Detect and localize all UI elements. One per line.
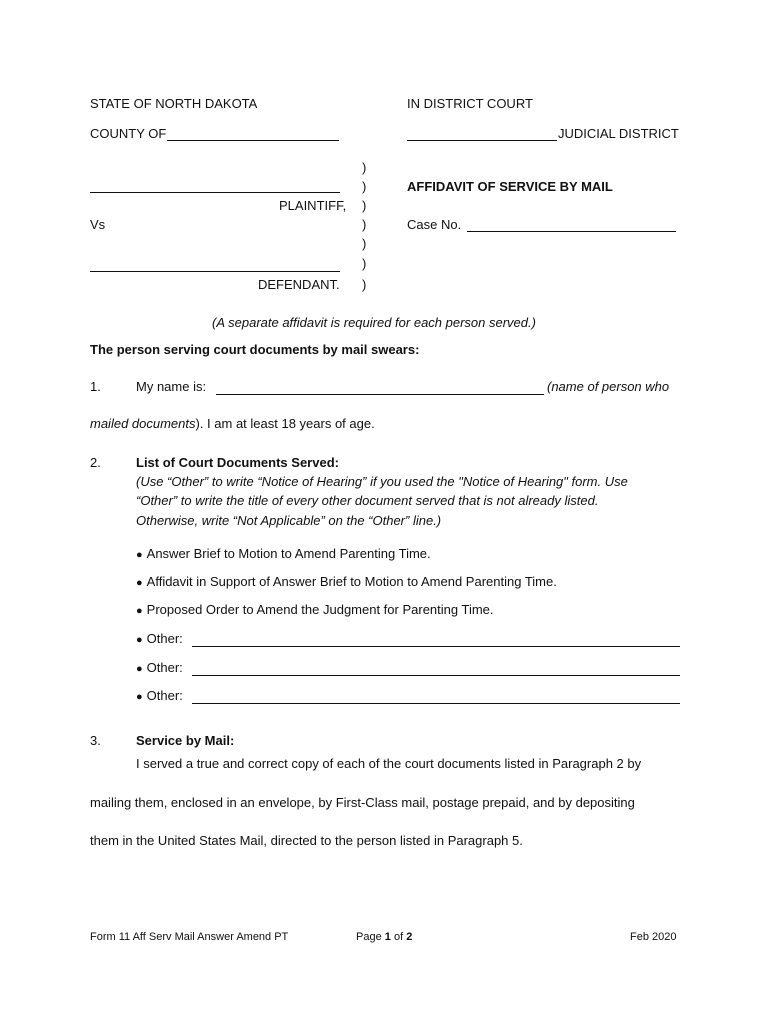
other-document-item [136,688,183,703]
name-hint-continued: mailed documents [90,416,196,431]
paragraph-2-number: 2. [90,455,101,470]
versus-label: Vs [90,217,106,232]
other-document-item [136,631,183,646]
total-pages: 2 [406,931,413,943]
bullet-icon: ● [136,634,143,646]
paragraph-1-continued [90,416,375,431]
service-by-mail-heading: Service by Mail: [136,733,235,748]
document-item-label: Proposed Order to Amend the Judgment for Parenting Time. [146,602,494,617]
page-word: Page [356,931,382,943]
state-name: STATE OF NORTH DAKOTA [90,96,258,111]
intro-statement: The person serving court documents by mail swears: [90,342,420,357]
case-number-blank[interactable] [467,231,676,232]
service-text-line: them in the United States Mail, directed to the person listed in Paragraph 5. [90,833,523,848]
other-label: Other: [146,660,183,675]
bullet-icon: ● [136,605,143,617]
separate-affidavit-note: (A separate affidavit is required for each person served.) [212,315,536,330]
document-item [136,602,494,617]
other-document-blank[interactable] [192,675,680,676]
server-name-blank[interactable] [216,394,544,395]
service-text-line: mailing them, enclosed in an envelope, by First-Class mail, postage prepaid, and by depositing [90,795,635,810]
defendant-label: DEFENDANT. [258,277,340,292]
document-item [136,574,557,589]
other-document-item [136,660,183,675]
documents-served-heading: List of Court Documents Served: [136,455,339,470]
page-of: of [393,931,404,943]
bullet-icon: ● [136,663,143,675]
document-item [136,546,431,561]
plaintiff-name-blank[interactable] [90,192,340,193]
other-document-blank[interactable] [192,703,680,704]
plaintiff-label: PLAINTIFF, [279,198,347,213]
other-label: Other: [146,631,183,646]
caption-paren: ) [362,256,367,271]
case-number-label: Case No. [407,217,462,232]
current-page: 1 [384,931,391,943]
paragraph-3-number: 3. [90,733,101,748]
court-name: IN DISTRICT COURT [407,96,533,111]
document-item-label: Affidavit in Support of Answer Brief to Motion to Amend Parenting Time. [146,574,557,589]
other-label: Other: [146,688,183,703]
caption-paren: ) [362,179,367,194]
document-title: AFFIDAVIT OF SERVICE BY MAIL [407,179,613,194]
instruction-line: Otherwise, write “Not Applicable” on the “Other” line.) [136,513,442,528]
other-document-blank[interactable] [192,646,680,647]
instruction-line: (Use “Other” to write “Notice of Hearing” if you used the "Notice of Hearing" form. Use [136,474,628,489]
county-label: COUNTY OF [90,126,167,141]
county-blank[interactable] [167,140,339,141]
footer-date: Feb 2020 [630,931,677,943]
name-hint: (name of person who [547,379,670,394]
age-statement: ). I am at least 18 years of age. [195,416,375,431]
document-item-label: Answer Brief to Motion to Amend Parenting Time. [146,546,431,561]
bullet-icon: ● [136,549,143,561]
caption-paren: ) [362,198,367,213]
caption-paren: ) [362,217,367,232]
name-label: My name is: [136,379,207,394]
caption-paren: ) [362,236,367,251]
instruction-line: “Other” to write the title of every other document served that is not already listed. [136,493,599,508]
footer-page-number [356,931,412,943]
service-text-line: I served a true and correct copy of each of the court documents listed in Paragraph 2 by [136,756,642,771]
paragraph-1-number: 1. [90,379,101,394]
judicial-district-blank[interactable] [407,140,557,141]
bullet-icon: ● [136,691,143,703]
defendant-name-blank[interactable] [90,271,340,272]
caption-paren: ) [362,160,367,175]
caption-paren: ) [362,277,367,292]
bullet-icon: ● [136,577,143,589]
footer-form-name: Form 11 Aff Serv Mail Answer Amend PT [90,931,289,943]
judicial-district-label: JUDICIAL DISTRICT [558,126,679,141]
